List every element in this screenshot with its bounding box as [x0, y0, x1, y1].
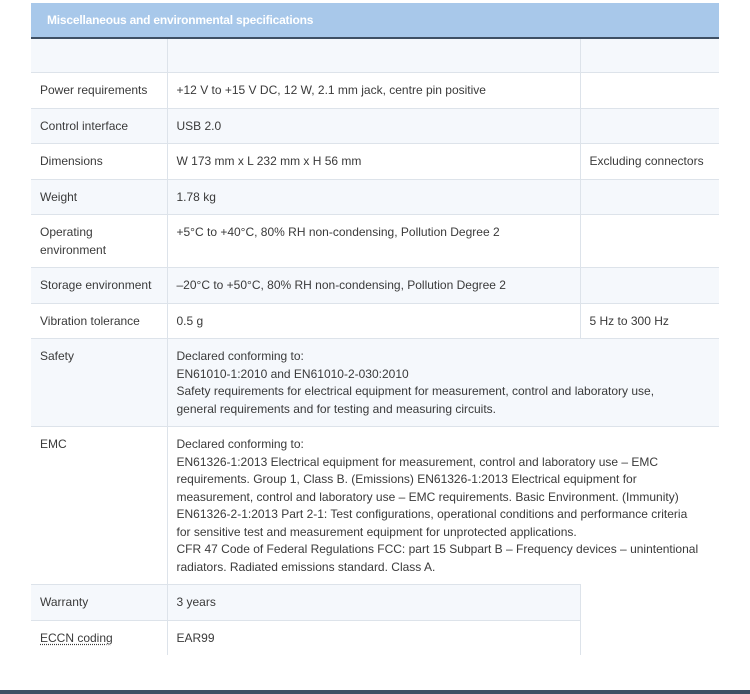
footer-bar — [0, 690, 750, 694]
row-label — [31, 38, 167, 73]
row-label: EMC — [31, 427, 167, 585]
row-note — [580, 215, 719, 268]
table-row-empty — [31, 38, 719, 73]
row-label: Weight — [31, 179, 167, 215]
eccn-abbreviation[interactable]: ECCN coding — [40, 630, 113, 645]
spec-table — [31, 3, 719, 655]
table-row-emc — [31, 427, 719, 585]
table-row-weight — [31, 179, 719, 215]
row-value-line: radiators. Radiated emissions standard. Class A. — [176, 559, 436, 574]
row-value — [167, 427, 719, 585]
table-row-storage-environment — [31, 268, 719, 304]
row-note — [580, 179, 719, 215]
table-row-dimensions — [31, 144, 719, 180]
row-note — [580, 73, 719, 109]
table-header-row — [31, 3, 719, 38]
row-note — [580, 38, 719, 73]
row-value-line: Safety requirements for electrical equipment for measurement, control and laboratory use, — [176, 384, 655, 398]
row-label[interactable] — [31, 620, 167, 655]
row-note: Excluding connectors — [580, 144, 719, 180]
row-empty-cell — [580, 620, 719, 655]
table-row-operating-environment — [31, 215, 719, 268]
row-value: +12 V to +15 V DC, 12 W, 2.1 mm jack, centre pin positive — [167, 73, 580, 109]
row-value: –20°C to +50°C, 80% RH non-condensing, Pollution Degree 2 — [167, 268, 580, 304]
row-value: 0.5 g — [167, 303, 580, 339]
table-title: Miscellaneous and environmental specifications — [31, 3, 719, 38]
row-label-line: Operating — [40, 225, 93, 239]
row-value: 1.78 kg — [167, 179, 580, 215]
row-value — [167, 339, 719, 427]
row-value-line: CFR 47 Code of Federal Regulations FCC: part 15 Subpart B – Frequency devices – unintentional — [176, 542, 699, 556]
row-value: EAR99 — [167, 620, 580, 655]
row-value-line: general requirements and for testing and measuring circuits. — [176, 401, 496, 416]
row-value-line: EN61010-1:2010 and EN61010-2-030:2010 — [176, 366, 409, 381]
row-label: Vibration tolerance — [31, 303, 167, 339]
row-value-line: measurement, control and laboratory use – EMC requirements. Basic Environment. (Immunity) — [176, 489, 679, 504]
table-row-eccn — [31, 620, 719, 655]
row-label: Control interface — [31, 108, 167, 144]
row-value-line: for sensitive test and measurement equipment for unprotected applications. — [176, 524, 577, 539]
row-value: W 173 mm x L 232 mm x H 56 mm — [167, 144, 580, 180]
row-label — [31, 215, 167, 268]
row-note — [580, 268, 719, 304]
row-value-line: Declared conforming to: — [176, 349, 304, 363]
row-value: USB 2.0 — [167, 108, 580, 144]
row-value-line: EN61326-2-1:2013 Part 2-1: Test configurations, operational conditions and performance criteria — [176, 507, 688, 521]
table-row-vibration — [31, 303, 719, 339]
row-value: 3 years — [167, 585, 580, 621]
row-value-line: Declared conforming to: — [176, 437, 304, 451]
table-row-power — [31, 73, 719, 109]
row-label: Power requirements — [31, 73, 167, 109]
row-value — [167, 38, 580, 73]
row-value: +5°C to +40°C, 80% RH non-condensing, Pollution Degree 2 — [167, 215, 580, 268]
row-label: Dimensions — [31, 144, 167, 180]
table-row-warranty — [31, 585, 719, 621]
table-row-control-interface — [31, 108, 719, 144]
row-label: Warranty — [31, 585, 167, 621]
row-label: Safety — [31, 339, 167, 427]
row-note — [580, 108, 719, 144]
table-row-safety — [31, 339, 719, 427]
row-empty-cell — [580, 585, 719, 621]
row-value-line: requirements. Group 1, Class B. (Emissions) EN61326-1:2013 Electrical equipment for — [176, 472, 637, 486]
row-note: 5 Hz to 300 Hz — [580, 303, 719, 339]
row-label: Storage environment — [31, 268, 167, 304]
row-label-line: environment — [40, 242, 107, 257]
row-value-line: EN61326-1:2013 Electrical equipment for measurement, control and laboratory use – EMC — [176, 454, 659, 469]
